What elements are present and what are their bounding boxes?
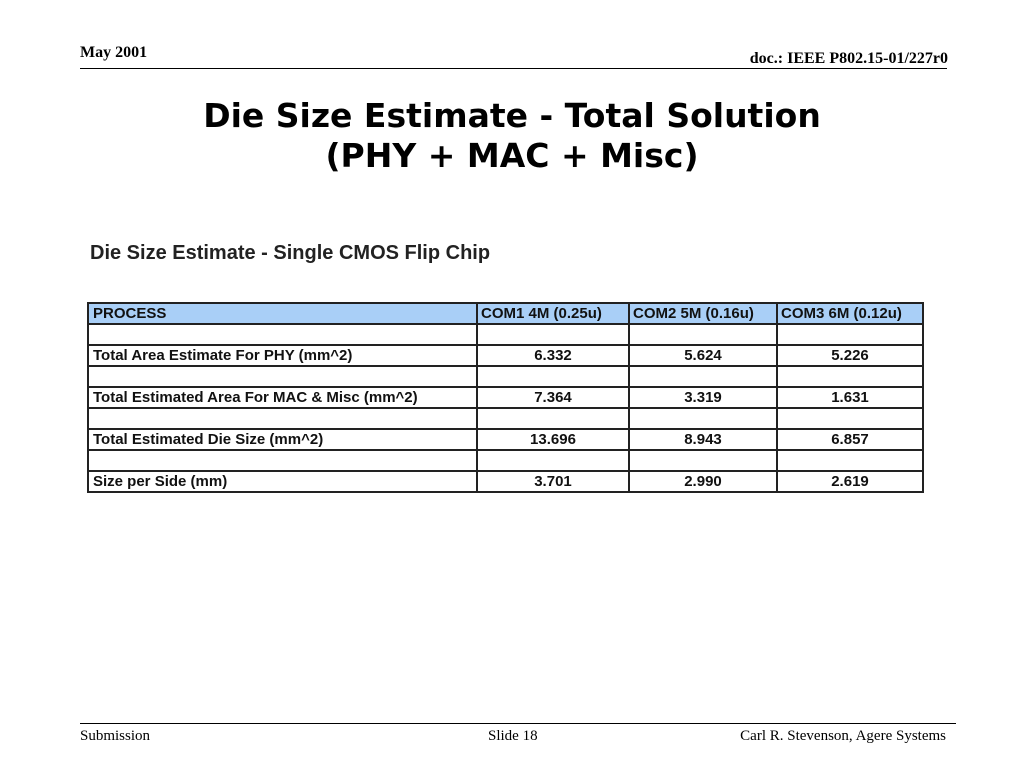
cell-value: 5.624 (629, 345, 777, 366)
cell-value (777, 324, 923, 345)
cell-value: 1.631 (777, 387, 923, 408)
cell-value: 7.364 (477, 387, 629, 408)
footer-author: Carl R. Stevenson, Agere Systems (740, 728, 946, 744)
cell-value (629, 450, 777, 471)
row-label (88, 366, 477, 387)
cell-value (477, 366, 629, 387)
table-caption: Die Size Estimate - Single CMOS Flip Chip (90, 242, 491, 264)
footer-slide-number: Slide 18 (488, 728, 538, 744)
cell-value (777, 408, 923, 429)
row-label (88, 324, 477, 345)
cell-value: 8.943 (629, 429, 777, 450)
cell-value (629, 366, 777, 387)
cell-value: 3.701 (477, 471, 629, 492)
row-label: Total Estimated Area For MAC & Misc (mm^2) (88, 387, 477, 408)
table-header-row (88, 303, 923, 324)
footer-submission: Submission (80, 728, 151, 744)
table-row (88, 450, 923, 471)
cell-value (477, 324, 629, 345)
cell-value (777, 366, 923, 387)
die-size-table (87, 302, 924, 493)
cell-value: 2.990 (629, 471, 777, 492)
cell-value: 6.857 (777, 429, 923, 450)
header-cell-process: PROCESS (88, 303, 477, 324)
cell-value (629, 324, 777, 345)
table-row (88, 408, 923, 429)
cell-value: 13.696 (477, 429, 629, 450)
row-label: Total Estimated Die Size (mm^2) (88, 429, 477, 450)
cell-value (477, 450, 629, 471)
header-doc-id: doc.: IEEE P802.15-01/227r0 (749, 50, 948, 67)
row-label: Total Area Estimate For PHY (mm^2) (88, 345, 477, 366)
row-label (88, 450, 477, 471)
cell-value: 6.332 (477, 345, 629, 366)
header-divider (80, 68, 947, 69)
cell-value (777, 450, 923, 471)
table-row (88, 324, 923, 345)
cell-value: 3.319 (629, 387, 777, 408)
header-cell-com2: COM2 5M (0.16u) (629, 303, 777, 324)
header-date: May 2001 (80, 44, 148, 61)
table-row (88, 429, 923, 450)
header-cell-com1: COM1 4M (0.25u) (477, 303, 629, 324)
footer-divider (80, 723, 956, 724)
table-row (88, 366, 923, 387)
table-row (88, 471, 923, 492)
slide-title-line-1: Die Size Estimate - Total Solution (203, 96, 821, 135)
row-label (88, 408, 477, 429)
slide-title (0, 96, 1024, 176)
cell-value: 2.619 (777, 471, 923, 492)
table-row (88, 345, 923, 366)
row-label: Size per Side (mm) (88, 471, 477, 492)
cell-value (629, 408, 777, 429)
slide-title-line-2: (PHY + MAC + Misc) (325, 136, 699, 175)
header-cell-com3: COM3 6M (0.12u) (777, 303, 923, 324)
cell-value: 5.226 (777, 345, 923, 366)
table-row (88, 387, 923, 408)
cell-value (477, 408, 629, 429)
